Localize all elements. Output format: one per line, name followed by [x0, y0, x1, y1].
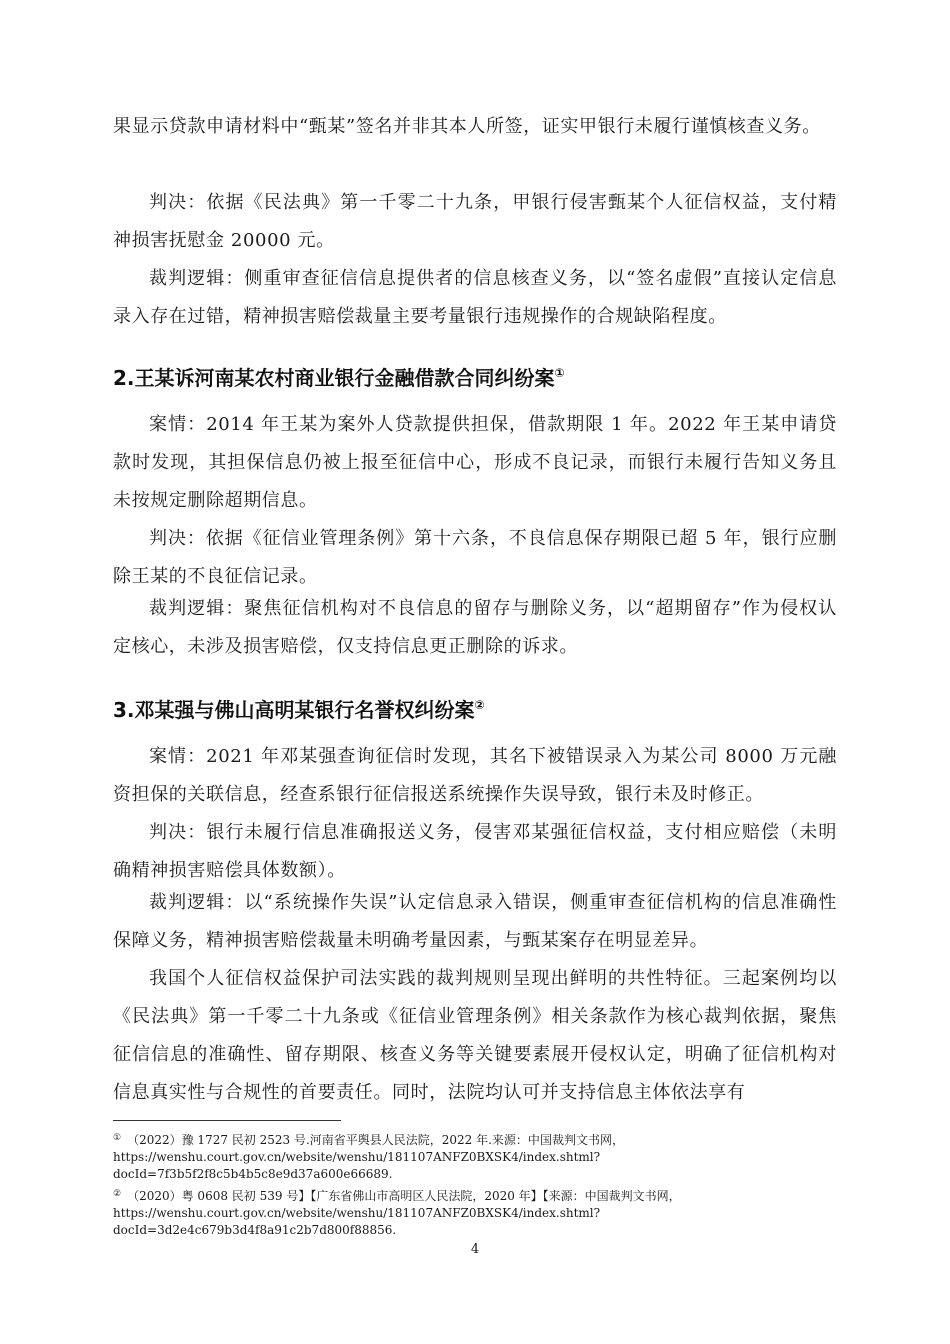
heading-text: 2.王某诉河南某农村商业银行金融借款合同纠纷案	[113, 366, 555, 390]
footnote-1-text: （2022）豫 1727 民初 2523 号.河南省平舆县人民法院，2022 年.来源：中国裁判文书网，	[127, 1133, 624, 1147]
footnote-2-url[interactable]: https://wenshu.court.gov.cn/website/wenshu/181107ANFZ0BXSK4/index.shtml?	[113, 1206, 601, 1220]
footnote-ref-2[interactable]: ②	[474, 698, 485, 712]
paragraph-judgment-1: 判决：依据《民法典》第一千零二十九条，甲银行侵害甄某个人征信权益，支付精神损害抚慰金 20000 元。	[113, 192, 837, 251]
footnote-2-text: （2020）粤 0608 民初 539 号】【广东省佛山市高明区人民法院，2020 年】【来源：中国裁判文书网，	[127, 1189, 681, 1203]
footnote-2-docid: docId=3d2e4c679b3d4f8a91c2b7d800f88856.	[113, 1223, 397, 1237]
footnote-2	[113, 1186, 837, 1239]
paragraph-summary: 我国个人征信权益保护司法实践的裁判规则呈现出鲜明的共性特征。三起案例均以《民法典》第一千零二十九条或《征信业管理条例》相关条款作为核心裁判依据，聚焦征信信息的准确性、留存期限、核查义务等关键要素展开侵权认定，明确了征信机构对信息真实性与合规性的首要责任。同时，法院均认可并支持信息主体依法享有	[113, 968, 837, 1103]
footnote-1-url[interactable]: https://wenshu.court.gov.cn/website/wenshu/181107ANFZ0BXSK4/index.shtml?	[113, 1150, 601, 1164]
paragraph-judgment-2: 判决：依据《征信业管理条例》第十六条，不良信息保存期限已超 5 年，银行应删除王某的不良征信记录。	[113, 528, 837, 587]
heading-text: 3.邓某强与佛山高明某银行名誉权纠纷案	[113, 698, 475, 722]
paragraph-logic-3: 裁判逻辑：以“系统操作失误”认定信息录入错误，侧重审查征信机构的信息准确性保障义务，精神损害赔偿裁量未明确考量因素，与甄某案存在明显差异。	[113, 892, 837, 951]
paragraph-logic-2: 裁判逻辑：聚焦征信机构对不良信息的留存与删除义务，以“超期留存”作为侵权认定核心，未涉及损害赔偿，仅支持信息更正删除的诉求。	[113, 598, 837, 657]
footnote-1	[113, 1130, 837, 1183]
footnote-ref-1[interactable]: ①	[554, 366, 565, 380]
paragraph-continuation: 果显示贷款申请材料中“甄某”签名并非其本人所签，证实甲银行未履行谨慎核查义务。	[113, 116, 821, 137]
page-number: 4	[470, 1242, 480, 1257]
footnote-1-docid: docId=7f3b5f2f8c5b4b5c8e9d37a600e66689.	[113, 1167, 393, 1181]
footnote-divider	[113, 1120, 341, 1121]
paragraph-facts-2: 案情：2014 年王某为案外人贷款提供担保，借款期限 1 年。2022 年王某申请贷款时发现，其担保信息仍被上报至征信中心，形成不良记录，而银行未履行告知义务且未按规定删除超期信息。	[113, 414, 837, 511]
footnote-mark-1: ①	[113, 1133, 122, 1143]
paragraph-facts-3: 案情：2021 年邓某强查询征信时发现，其名下被错误录入为某公司 8000 万元融资担保的关联信息，经查系银行征信报送系统操作失误导致，银行未及时修正。	[113, 746, 837, 805]
footnote-mark-2: ②	[113, 1189, 122, 1199]
paragraph-logic-1: 裁判逻辑：侧重审查征信信息提供者的信息核查义务，以“签名虚假”直接认定信息录入存在过错，精神损害赔偿裁量主要考量银行违规操作的合规缺陷程度。	[113, 268, 837, 327]
paragraph-judgment-3: 判决：银行未履行信息准确报送义务，侵害邓某强征信权益，支付相应赔偿（未明确精神损害赔偿具体数额）。	[113, 822, 837, 881]
section-heading-case-3	[113, 690, 837, 725]
section-heading-case-2	[113, 358, 837, 393]
